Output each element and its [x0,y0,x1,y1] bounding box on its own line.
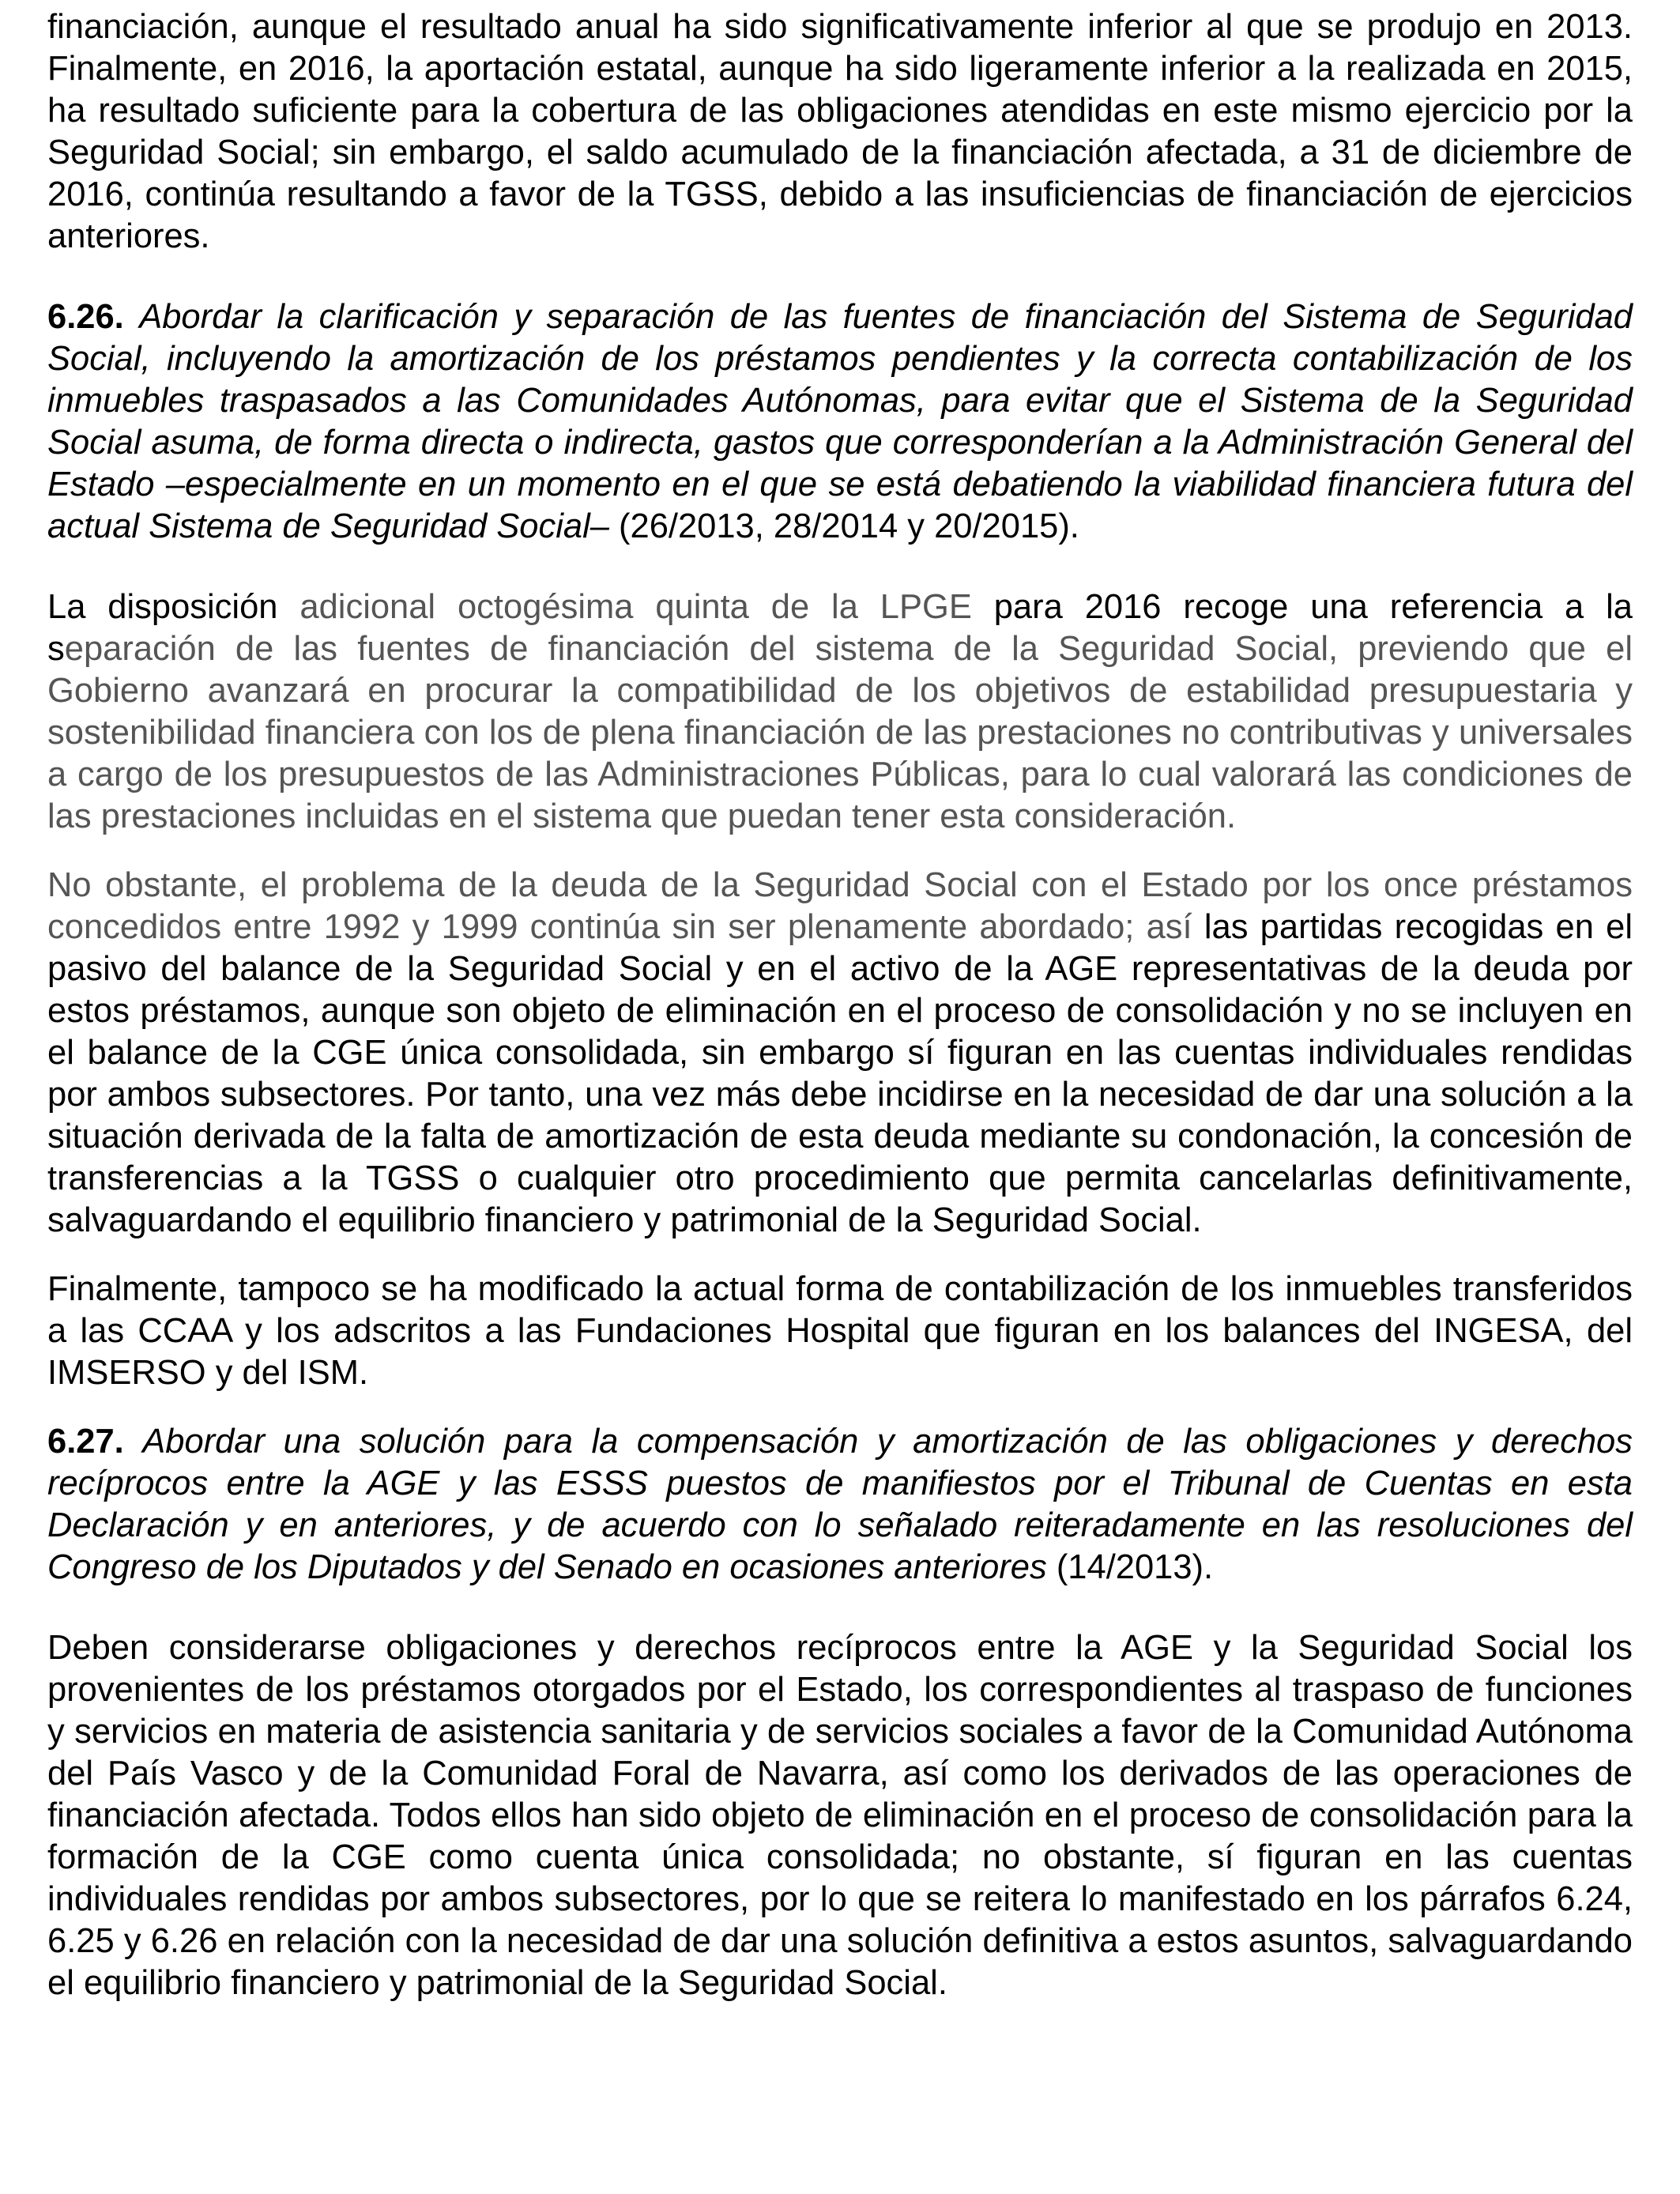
paragraph-disposicion-text-c: para 2016 recoge una referencia a la s [47,588,1633,668]
paragraph-disposicion-text-d: eparación de las fuentes de financiación del sistema de la Seguridad Social, previendo que el Gobierno avanzará en procurar la compatibilidad de los objetivos de estabilidad presupuestaria y sostenibilidad financiera con los de plena financiación de las prestaciones no contributivas y universales a cargo de los presupuestos de las Administraciones Públicas, para lo cual valorará las condiciones de las prestaciones incluidas en el sistema que puedan tener esta consideración. [47,630,1633,835]
paragraph-finalmente-text: Finalmente, tampoco se ha modificado la actual forma de contabilización de los inmuebles transferidos a las CCAA y los adscritos a las Fundaciones Hospital que figuran en los balances del INGESA, del IMSERSO y del ISM. [47,1270,1633,1392]
paragraph-finalmente [47,1269,1633,1394]
paragraph-deben-text: Deben considerarse obligaciones y derechos recíprocos entre la AGE y la Seguridad Social los provenientes de los préstamos otorgados por el Estado, los correspondientes al traspaso de funciones y servicios en materia de asistencia sanitaria y de servicios sociales a favor de la Comunidad Autónoma del País Vasco y de la Comunidad Foral de Navarra, así como los derivados de las operaciones de financiación afectada. Todos ellos han sido objeto de eliminación en el proceso de consolidación para la formación de la CGE como cuenta única consolidada; no obstante, sí figuran en las cuentas individuales rendidas por ambos subsectores, por lo que se reitera lo manifestado en los párrafos 6.24, 6.25 y 6.26 en relación con la necesidad de dar una solución definitiva a estos asuntos, salvaguardando el equilibrio financiero y patrimonial de la Seguridad Social. [47,1629,1633,2002]
paragraph-disposicion [47,586,1633,838]
recommendation-text: Abordar una solución para la compensación y amortización de las obligaciones y derechos recíprocos entre la AGE y las ESSS puestos de manifiestos por el Tribunal de Cuentas en esta Declaración y en anteriores, y de acuerdo con lo señalado reiteradamente en las resoluciones del Congreso de los Diputados y del Senado en ocasiones anteriores [47,1423,1633,1586]
paragraph-no-obstante [47,865,1633,1242]
paragraph-deben [47,1627,1633,2004]
recommendation-6-27 [47,1421,1633,1589]
recommendation-number: 6.27. [47,1423,124,1461]
paragraph-intro [47,6,1633,258]
recommendation-references: (26/2013, 28/2014 y 20/2015). [608,507,1079,545]
paragraph-intro-text: financiación, aunque el resultado anual ha sido significativamente inferior al que se produjo en 2013. Finalmente, en 2016, la aportación estatal, aunque ha sido ligeramente inferior a la realizada en 2015, ha resultado suficiente para la cobertura de las obligaciones atendidas en este mismo ejercicio por la Seguridad Social; sin embargo, el saldo acumulado de la financiación afectada, a 31 de diciembre de 2016, continúa resultando a favor de la TGSS, debido a las insuficiencias de financiación de ejercicios anteriores. [47,8,1633,255]
paragraph-no-obstante-text-b: las partidas recogidas en el pasivo del balance de la Seguridad Social y en el activo de la AGE representativas de la deuda por estos préstamos, aunque son objeto de eliminación en el proceso de consolidación y no se incluyen en el balance de la CGE única consolidada, sin embargo sí figuran en las cuentas individuales rendidas por ambos subsectores. Por tanto, una vez más debe incidirse en la necesidad de dar una solución a la situación derivada de la falta de amortización de esta deuda mediante su condonación, la concesión de transferencias a la TGSS o cualquier otro procedimiento que permita cancelarlas definitivamente, salvaguardando el equilibrio financiero y patrimonial de la Seguridad Social. [47,908,1633,1239]
paragraph-disposicion-text-a: La disposición [47,588,300,626]
recommendation-references: (14/2013). [1046,1548,1214,1586]
recommendation-number: 6.26. [47,298,124,336]
recommendation-6-26 [47,296,1633,548]
paragraph-disposicion-text-b: adicional octogésima quinta de la LPGE [299,588,972,626]
paragraph-no-obstante-text-a: No obstante, el problema de la deuda de la Seguridad Social con el Estado por los once préstamos concedidos entre 1992 y 1999 continúa sin ser plenamente abordado; así [47,866,1633,946]
recommendation-text: Abordar la clarificación y separación de las fuentes de financiación del Sistema de Seguridad Social, incluyendo la amortización de los préstamos pendientes y la correcta contabilización de los inmuebles traspasados a las Comunidades Autónomas, para evitar que el Sistema de la Seguridad Social asuma, de forma directa o indirecta, gastos que corresponderían a la Administración General del Estado –especialmente en un momento en el que se está debatiendo la viabilidad financiera futura del actual Sistema de Seguridad Social– [47,298,1633,545]
